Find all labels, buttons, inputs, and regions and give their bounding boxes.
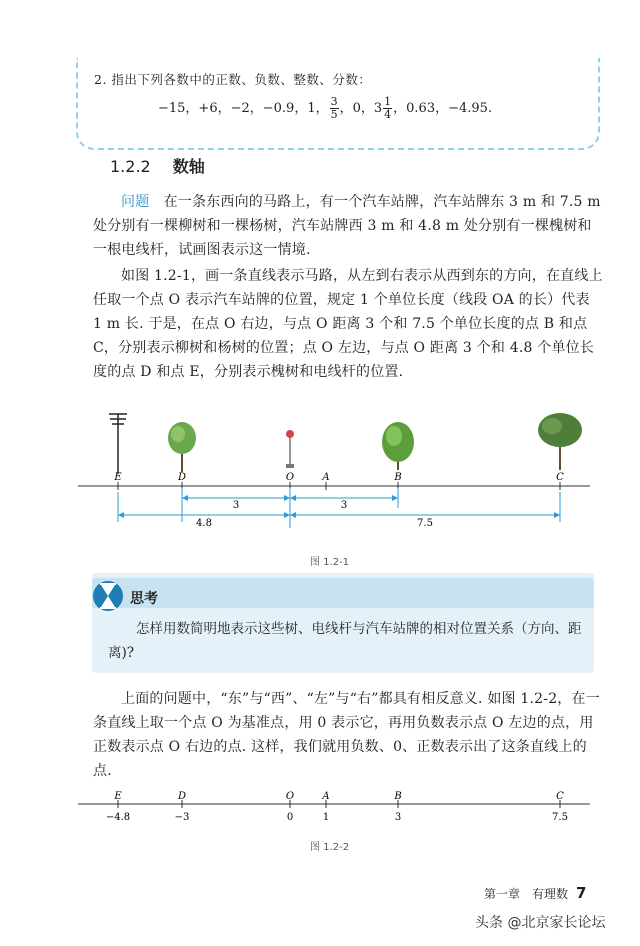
distance-lines bbox=[118, 488, 560, 528]
nl-label-c: C bbox=[556, 791, 564, 802]
label-d: D bbox=[177, 472, 187, 483]
section-number: 1.2.2 bbox=[110, 157, 151, 176]
label-e: E bbox=[114, 472, 122, 483]
nl-value-e: −4.8 bbox=[105, 812, 131, 823]
label-o: O bbox=[285, 472, 295, 483]
frac-denominator: 5 bbox=[330, 108, 338, 121]
chapter-label: 第一章 有理数 bbox=[484, 887, 569, 901]
nl-value-b: 3 bbox=[394, 812, 402, 823]
numbers-part-b: ，0，3 bbox=[339, 101, 383, 116]
nl-value-d: −3 bbox=[174, 812, 190, 823]
fraction-one-quarter bbox=[383, 96, 392, 121]
nl-value-c: 7.5 bbox=[552, 812, 568, 823]
label-c: C bbox=[556, 472, 564, 483]
label-b: B bbox=[394, 472, 402, 483]
dist-od-label: 3 bbox=[232, 500, 240, 511]
label-a: A bbox=[322, 472, 330, 483]
locust-tree-icon bbox=[168, 422, 196, 472]
dist-oc-label: 7.5 bbox=[417, 518, 433, 529]
paragraph-2 bbox=[93, 687, 603, 783]
electric-pole-icon bbox=[109, 414, 127, 474]
explanation-text: 如图 1.2-1，画一条直线表示马路，从左到右表示从西到东的方向，在直线上任取一个点 O 表示汽车站牌的位置，规定 1 个单位长度（线段 OA 的长）代表 1 m 长. 于是，在点 O 右边，与点 O 距离 3 个和 7.5 个单位长度的点 B 和点 C，分别表示柳树和杨树的位置；点 O 左边，与点 O 距离 3 个和 4.8 个单位长度的点 D 和点 E，分别表示槐树和电线杆的位置. bbox=[93, 268, 603, 380]
nl-value-o: 0 bbox=[286, 812, 294, 823]
section-name: 数轴 bbox=[172, 157, 205, 176]
figure-1-2-1 bbox=[0, 400, 640, 540]
nl-label-o: O bbox=[285, 791, 295, 802]
dist-ob-label: 3 bbox=[340, 500, 348, 511]
think-text: 怎样用数简明地表示这些树、电线杆与汽车站牌的相对位置关系（方向、距离)? bbox=[108, 621, 582, 661]
poplar-tree-icon bbox=[538, 413, 582, 470]
section-title bbox=[110, 154, 205, 177]
paragraph-2-text: 上面的问题中，“东”与“西”、“左”与“右”都具有相反意义. 如图 1.2-2，在一条直线上取一个点 O 为基准点，用 0 表示它，再用负数表示点 O 左边的点，用正数表示点 O 右边的点. 这样，我们就用负数、0、正数表示出了这条直线上的点. bbox=[93, 691, 600, 779]
think-header bbox=[92, 578, 594, 608]
hourglass-icon bbox=[92, 576, 128, 616]
fraction-three-fifths bbox=[330, 96, 339, 121]
exercise-question: 2. 指出下列各数中的正数、负数、整数、分数： bbox=[94, 72, 372, 87]
think-text-block bbox=[108, 617, 583, 665]
frac-numerator: 1 bbox=[384, 95, 392, 108]
dist-oe-label: 4.8 bbox=[196, 518, 212, 529]
numbers-part-a: −15，+6，−2，−0.9，1， bbox=[158, 101, 329, 116]
numbers-part-c: ，0.63，−4.95. bbox=[393, 101, 493, 116]
problem-text: 在一条东西向的马路上，有一个汽车站牌，汽车站牌东 3 m 和 7.5 m 处分别有一棵柳树和一棵杨树，汽车站牌西 3 m 和 4.8 m 处分别有一棵槐树和一根电线杆，试画图表示这一情境. bbox=[93, 194, 601, 258]
figure-2-caption: 图 1.2-2 bbox=[310, 842, 350, 853]
nl-value-a: 1 bbox=[322, 812, 330, 823]
nl-label-b: B bbox=[394, 791, 402, 802]
problem-label: 问题 bbox=[121, 194, 150, 210]
figure-1-caption: 图 1.2-1 bbox=[310, 557, 350, 568]
frac-numerator: 3 bbox=[330, 95, 338, 108]
nl-label-a: A bbox=[322, 791, 330, 802]
exercise-number-list bbox=[158, 96, 492, 121]
figure-1-2-2 bbox=[0, 788, 640, 828]
nl-label-e: E bbox=[114, 791, 122, 802]
nl-label-d: D bbox=[177, 791, 187, 802]
bus-stop-icon bbox=[286, 430, 294, 468]
page-number: 7 bbox=[576, 884, 587, 902]
page-footer bbox=[484, 884, 586, 902]
problem-paragraph bbox=[93, 190, 603, 262]
watermark: 头条 @北京家长论坛 bbox=[475, 915, 606, 931]
think-title: 思考 bbox=[130, 591, 158, 607]
frac-denominator: 4 bbox=[384, 108, 392, 121]
willow-tree-icon bbox=[382, 422, 414, 470]
explanation-paragraph bbox=[93, 264, 603, 384]
